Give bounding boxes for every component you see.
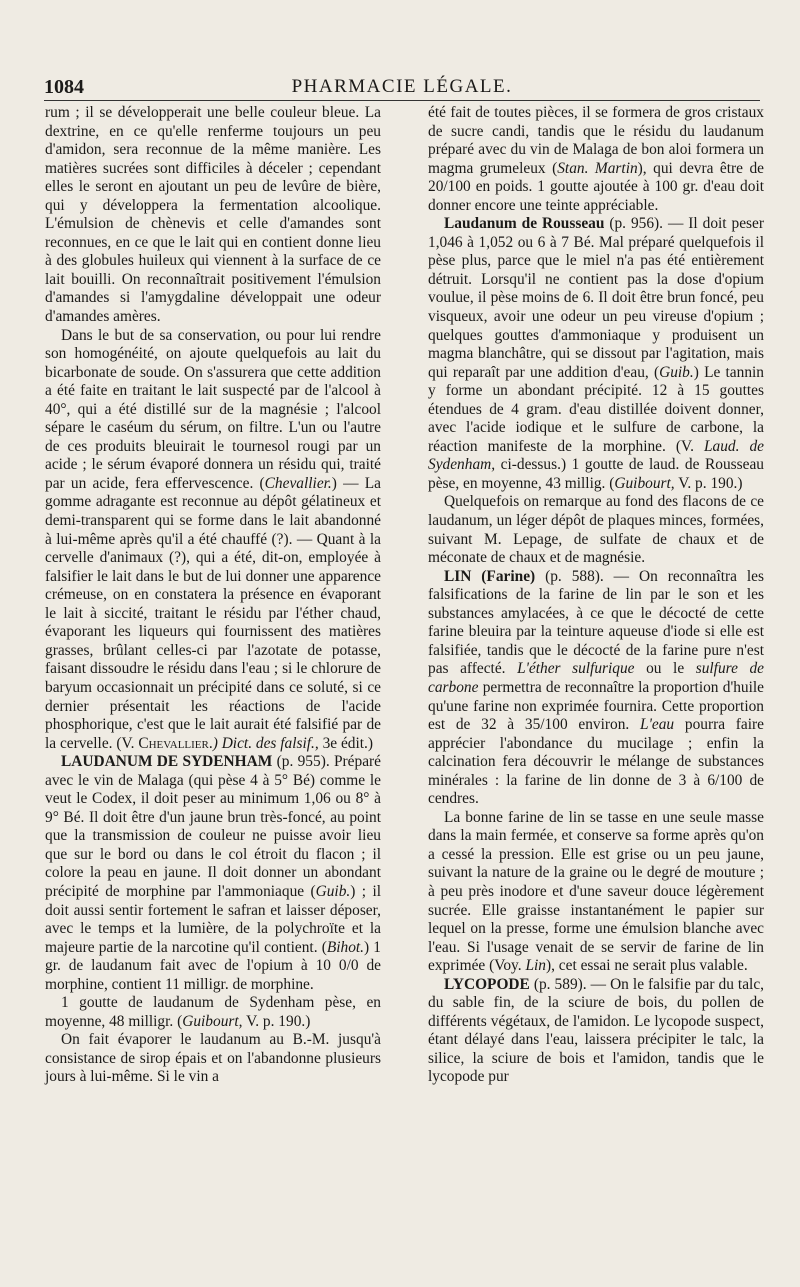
entry-lycopode: LYCOPODE (p. 589). — On le falsifie par du talc, du sable fin, de la sciure de bois, du pollen de différents végétaux, de l'amidon. Le lycopode suspect, étant délayé dans l'eau, laissera précipiter le talc, la silice, la sciure de bois et l'amidon, tandis que le lycopode pur xyxy=(428,975,764,1086)
entry-heading: Laudanum de Rousseau xyxy=(444,215,605,233)
entry-lin-farine: LIN (Farine) (p. 588). — On reconnaîtra les falsifications de la farine de lin par le son et les substances amylacées, à ce que le décocté de cette farine bleuira par la teinture aqueuse d'iode si elle est falsifiée, tandis que le décocté de la farine pure n'est pas affecté. L'éther sulfurique ou le sulfure de carbone permettra de reconnaître la proportion d'huile qu'une farine non exprimée fournira. Cette proportion est de 32 à 35/100 environ. L'eau pourra faire apprécier l'abondance du mucilage ; enfin la calcination fera découvrir le mélange de substances minérales : la farine de lin donne de 3 à 6/100 de cendres. xyxy=(428,567,765,808)
paragraph-evaporation: On fait évaporer le laudanum au B.-M. jusqu'à consistance de sirop épais et on l'abandonne plusieurs jours à lui-même. Si le vin a xyxy=(45,1031,381,1086)
entry-laudanum-rousseau: Laudanum de Rousseau (p. 956). — Il doit peser 1,046 à 1,052 ou 6 à 7 Bé. Mal préparé quelquefois il pèse plus, parce que le miel n'a pas été entièrement détruit. Lorsqu'il ne contient pas la dose d'opium voulue, il pèse moins de 6. Il doit être brun foncé, peu visqueux, avoir une odeur un peu vireuse d'opium ; quelques gouttes d'ammoniaque y produisent un magma blanchâtre, qui se dissout par l'agitation, mais qui reparaît par une addition d'eau, (Guib.) Le tannin y forme un abondant précipité. 12 à 15 gouttes étendues de 4 gram. d'eau distillée doivent donner, avec l'acide iodique et le sulfure de carbone, la réaction manifeste de la morphine. (V. Laud. de Sydenham, ci-dessus.) 1 goutte de laud. de Rousseau pèse, en moyenne, 43 millig. (Guibourt, V. p. 190.) xyxy=(428,215,764,492)
page-number: 1084 xyxy=(44,76,84,98)
left-column xyxy=(45,104,381,1087)
paragraph-depot: Quelquefois on remarque au fond des flacons de ce laudanum, un léger dépôt de plaques minces, formées, suivant M. Lepage, de sulfate de chaux et de méconate de chaux et de magnésie. xyxy=(428,493,764,567)
header-rule xyxy=(44,100,760,101)
entry-heading: LYCOPODE xyxy=(444,975,530,993)
entry-heading: LIN (Farine) xyxy=(444,567,536,585)
entry-laudanum-sydenham: LAUDANUM DE SYDENHAM (p. 955). Préparé avec le vin de Malaga (qui pèse 4 à 5° Bé) comme le veut le Codex, il doit peser au minimum 1,06 ou 8° à 9° Bé. Il doit être d'un jaune brun très-foncé, au point que la transmission de couleur ne puisse avoir lieu que sur le bord ou dans le col étroit du flacon ; il colore la peau en jaune. Il doit donner un abondant précipité de morphine par l'ammoniaque (Guib.) ; il doit aussi sentir fortement le safran et laisser déposer, avec le temps et la lumière, de la polychroïte et la majeure partie de la narcotine qu'il contient. (Bihot.) 1 gr. de laudanum fait avec de l'opium à 10 0/0 de morphine, contient 11 milligr. de morphine. xyxy=(45,753,382,993)
running-title: PHARMACIE LÉGALE. xyxy=(291,76,513,97)
entry-heading: LAUDANUM DE SYDENHAM xyxy=(61,753,273,771)
paragraph-bonne-farine: La bonne farine de lin se tasse en une seule masse dans la main fermée, et conserve sa forme après qu'on a cessé la pression. Elle est grise ou un peu jaune, suivant la nature de la graine ou le degré de mouture ; à peu près inodore et d'une saveur douce légèrement sucrée. Elle graisse instantanément le papier sur lequel on la presse, forme une émulsion blanche avec l'eau. Si l'usage venait de se servir de farine de lin exprimée (Voy. Lin), cet essai ne serait plus valable. xyxy=(428,808,764,975)
paragraph-lait-conservation: Dans le but de sa conservation, ou pour lui rendre son homogénéité, on ajoute quelquefois au lait du bicarbonate de soude. On s'assurera que cette addition a été faite en traitant le lait suspecté par de l'alcool à 40°, qui a été distillé sur de la magnésie ; l'alcool sépare le caséum du sérum, on filtre. L'un ou l'autre de ces produits bleuirait le tournesol rougi par un acide ; le sérum évaporé donnera un résidu qui, traité par un acide, fera effervescence. (Chevallier.) — La gomme adragante est reconnue au dépôt gélatineux et demi-transparent qui se forme dans le lait abandonné à lui-même après qu'il a été chauffé (?). — Quant à la cervelle d'animaux (?), qui a été, dit-on, employée à falsifier le lait dans le but de lui donner une apparence crémeuse, on en constatera la présence en évaporant le lait à siccité, traitant le résidu par l'éther chaud, évaporant les liqueurs qui fournissent des matières grasses, brûlant celles-ci par l'azotate de potasse, faisant dissoudre le résidu dans l'eau ; si le chlorure de baryum occasionnait un précipité dans ce soluté, si ce dernier présentait les réactions de l'acide phosphorique, c'est que le lait aurait été falsifié par de la cervelle. (V. Chevallier.) Dict. des falsif., 3e édit.) xyxy=(45,326,381,752)
right-column xyxy=(428,104,764,1087)
paragraph-lait-continued: rum ; il se développerait une belle couleur bleue. La dextrine, en ce qu'elle renferme toujours un peu d'amidon, sera reconnue de la même manière. Les matières sucrées sont difficiles à déceler ; cependant elles le seront en ajoutant un peu de levûre de bière, qui y développera la fermentation alcoolique. L'émulsion de chènevis et celle d'amandes sont reconnues, en ce que le lait qui en contient donne lieu à des globules huileux qui viennent à la surface de ce lait bouilli. On reconnaîtrait positivement l'émulsion d'amandes si l'amygdaline développait une odeur d'amandes amères. xyxy=(45,104,381,326)
paragraph-goutte-sydenham: 1 goutte de laudanum de Sydenham pèse, en moyenne, 48 milligr. (Guibourt, V. p. 190.) xyxy=(45,994,381,1030)
paragraph-laudanum-continued: été fait de toutes pièces, il se formera de gros cristaux de sucre candi, tandis que le résidu du laudanum préparé avec du vin de Malaga de bon aloi formera un magma grumeleux (Stan. Martin), qui devra être de 20/100 en poids. 1 goutte ajoutée à 100 gr. d'eau doit donner encore une teinte appréciable. xyxy=(428,104,765,214)
